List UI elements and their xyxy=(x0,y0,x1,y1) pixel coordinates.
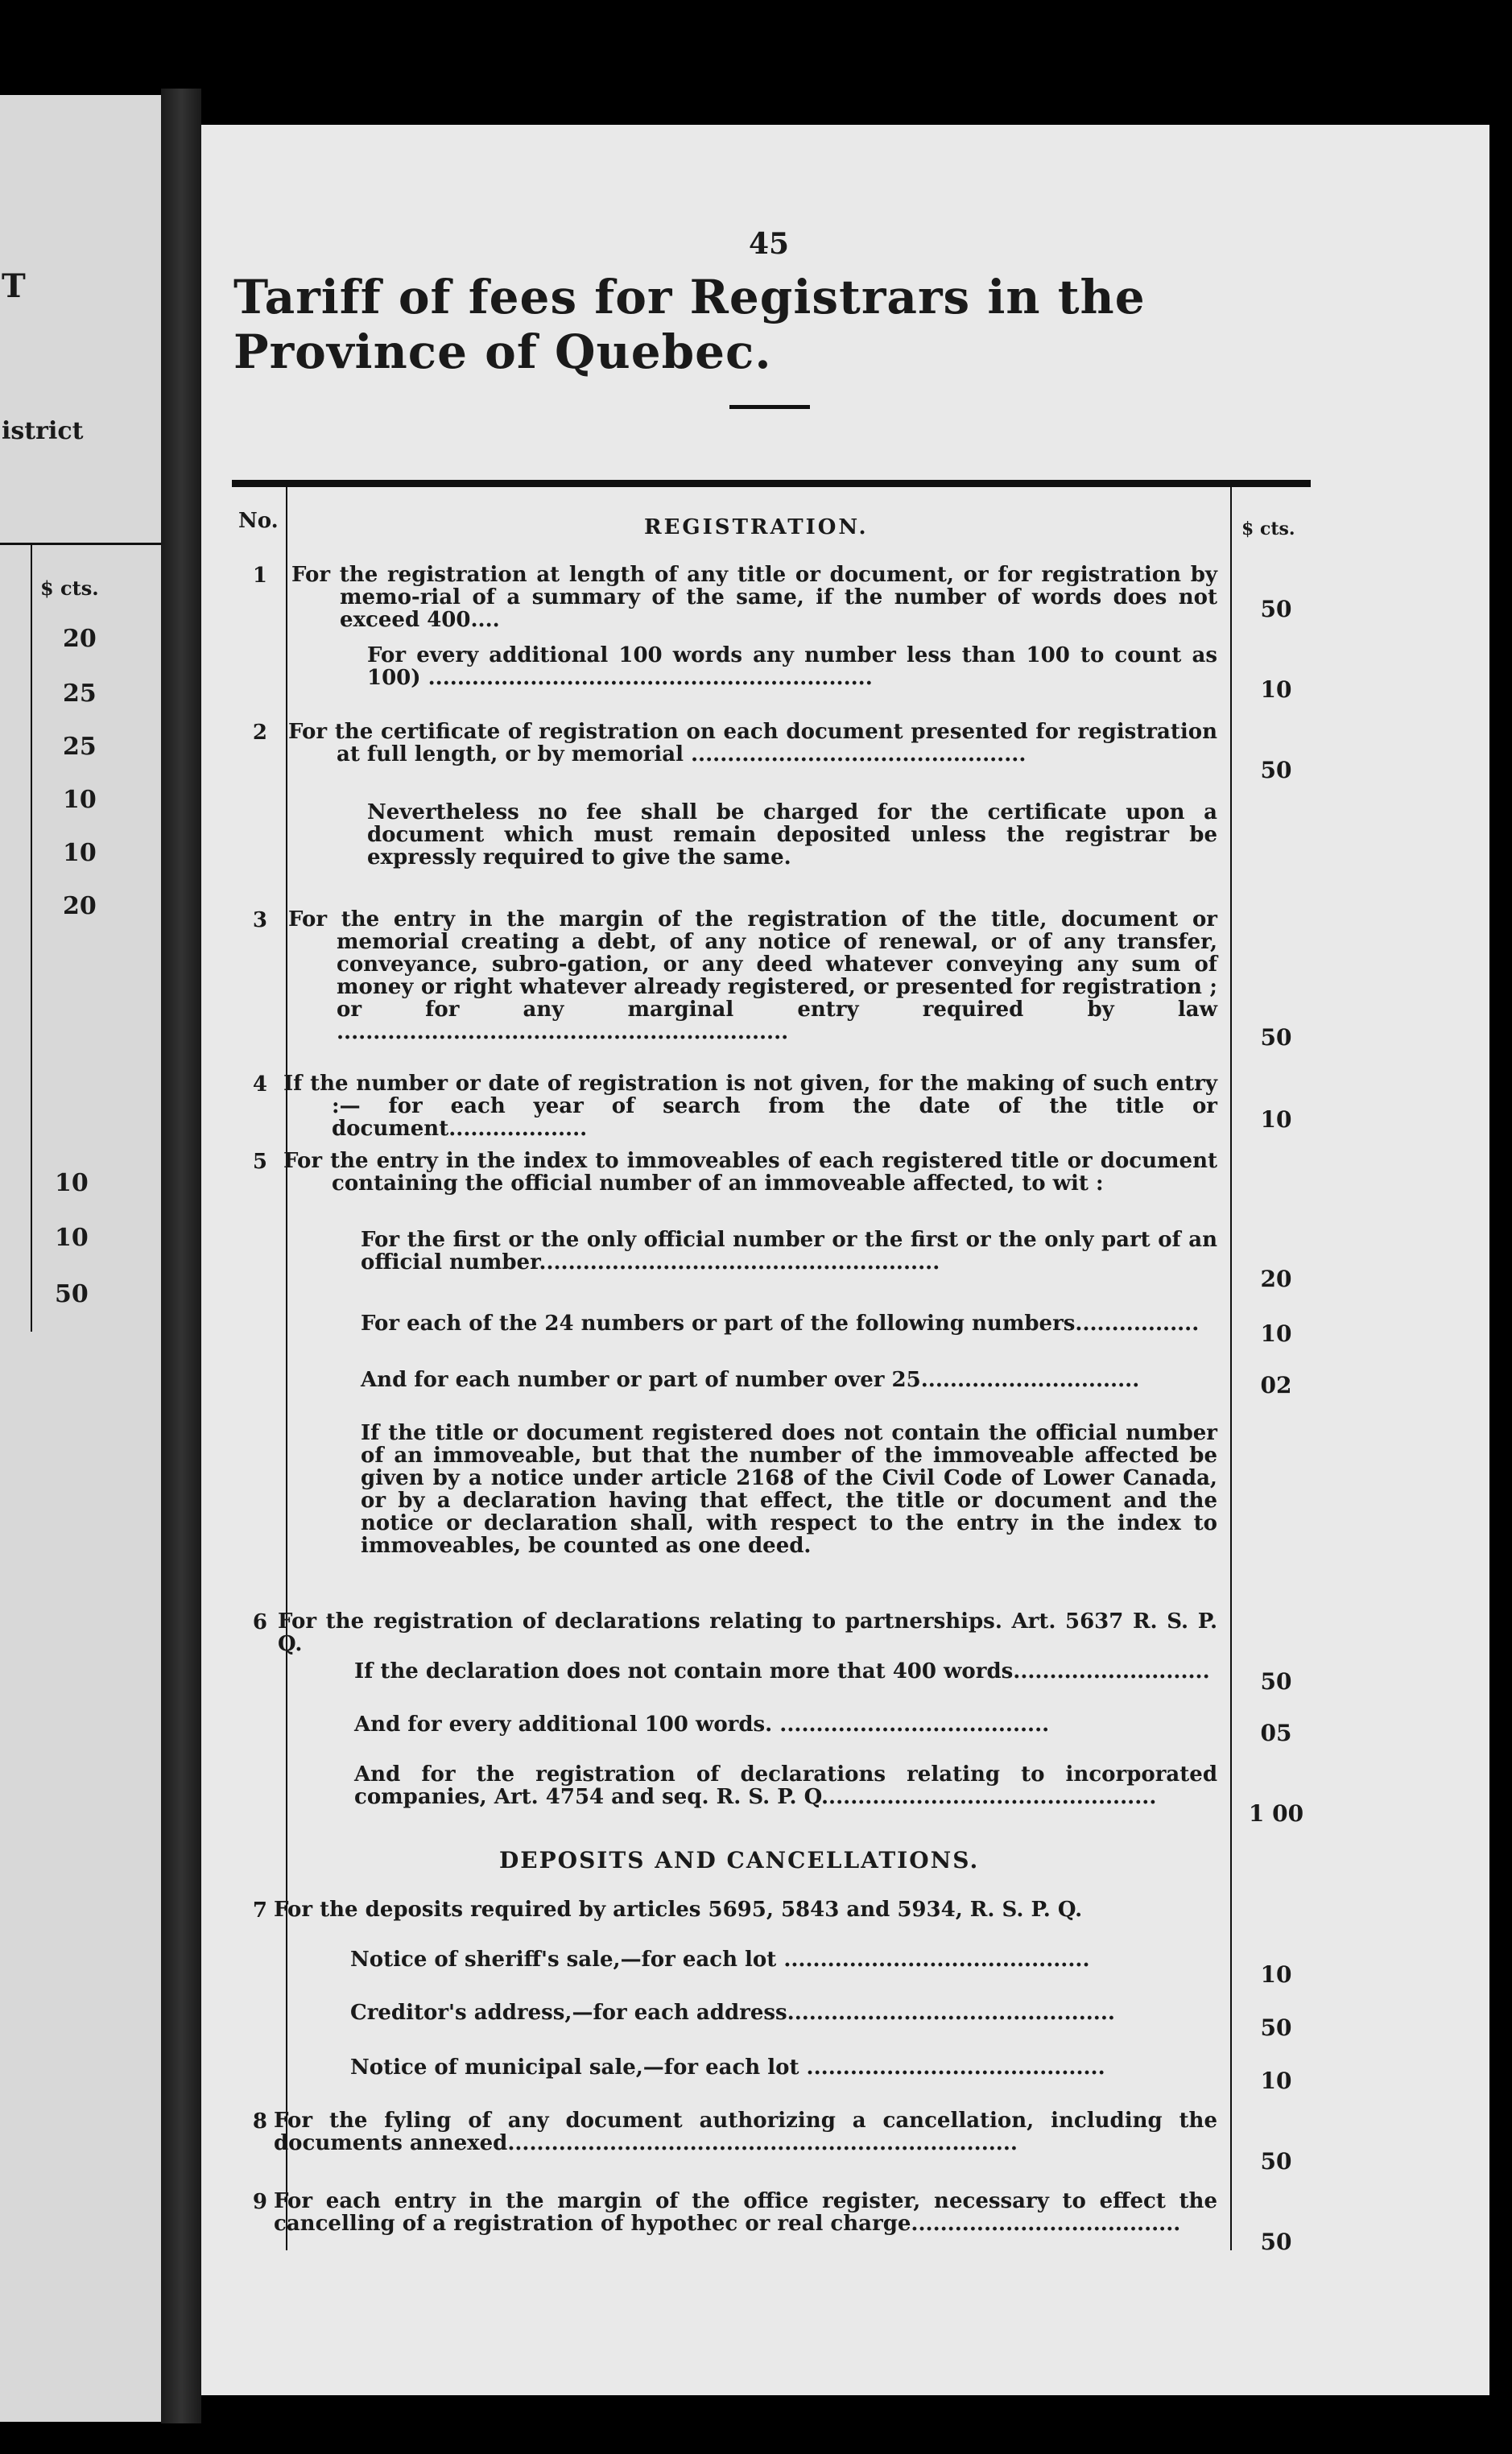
item-number: 4 xyxy=(252,1072,267,1097)
item-text: For the entry in the margin of the registration of the title, document or memorial creating a debt, of any notice of renewal, or of any transfer, conveyance, subro-gation, or any deed whatever conveying any sum of money or right whatever already registered, or presented for registration ; or for any marginal entry required by law .............................................................. xyxy=(288,907,1217,1044)
item-text: Creditor's address,—for each address............................................. xyxy=(350,2001,1115,2025)
item-number: 1 xyxy=(252,564,267,588)
item-amount: 10 xyxy=(1260,1106,1292,1133)
item-number: 8 xyxy=(252,2109,267,2134)
item-number: 5 xyxy=(252,1150,267,1174)
item-number: 6 xyxy=(252,1610,267,1634)
item-text: For the fyling of any document authorizing a cancellation, including the documents annexed...................................................................... xyxy=(274,2109,1217,2155)
item-text: For the first or the only official number or the first or the only part of an official number....................................................... xyxy=(361,1228,1217,1275)
no-column-divider xyxy=(286,487,287,2250)
page-number: 45 xyxy=(749,227,790,261)
facing-page-amount: 25 xyxy=(63,680,97,708)
item-amount: 50 xyxy=(1260,2148,1292,2175)
item-text: For each of the 24 numbers or part of the following numbers................. xyxy=(361,1312,1200,1336)
item-text: And for the registration of declarations relating to incorporated companies, Art. 4754 and seq. R. S. P. Q.............................................. xyxy=(354,1762,1217,1809)
facing-page-amount: 10 xyxy=(55,1224,89,1252)
item-amount: 50 xyxy=(1260,757,1292,783)
item-amount: 20 xyxy=(1260,1266,1292,1292)
item-amount: 10 xyxy=(1260,1320,1292,1347)
item-text: For the registration at length of any title or document, or for registration by memo-rial of a summary of the same, if the number of words does not exceed 400.... xyxy=(291,563,1217,632)
item-text: And for each number or part of number over 25.............................. xyxy=(361,1368,1140,1392)
item-amount: 50 xyxy=(1260,1024,1292,1051)
item-amount: 02 xyxy=(1260,1372,1292,1398)
item-amount: 50 xyxy=(1260,2014,1292,2041)
item-text: For every additional 100 words any number less than 100 to count as 100) ............................................................. xyxy=(367,643,1217,690)
facing-page-divider xyxy=(31,543,32,1332)
item-amount: 05 xyxy=(1260,1720,1292,1746)
page-title: Tariff of fees for Registrars in the Province of Quebec. xyxy=(233,270,1146,379)
facing-page-amount: 20 xyxy=(63,625,97,653)
item-amount: 10 xyxy=(1260,676,1292,703)
facing-page xyxy=(0,95,161,2422)
item-amount: 10 xyxy=(1260,1961,1292,1988)
item-text: And for every additional 100 words. ..................................... xyxy=(354,1712,1050,1737)
item-number: 9 xyxy=(252,2190,267,2214)
section-heading: DEPOSITS AND CANCELLATIONS. xyxy=(499,1847,980,1874)
item-amount: 50 xyxy=(1260,596,1292,622)
item-amount: 10 xyxy=(1260,2068,1292,2094)
item-amount: 1 00 xyxy=(1248,1800,1304,1827)
book-gutter xyxy=(161,89,201,2423)
item-text: Nevertheless no fee shall be charged for the certificate upon a document which must remain deposited unless the registrar be expressly required to give the same. xyxy=(367,800,1217,870)
facing-page-col-header: $ cts. xyxy=(40,576,99,600)
facing-page-amount: 10 xyxy=(63,839,97,867)
item-text: For the deposits required by articles 5695, 5843 and 5934, R. S. P. Q. xyxy=(274,1898,1083,1922)
item-text: For the registration of declarations relating to partnerships. Art. 5637 R. S. P. Q. xyxy=(278,1609,1217,1656)
facing-page-amount: 20 xyxy=(63,892,97,920)
item-text: For the entry in the index to immoveables of each registered title or document containing the official number of an immoveable affected, to wit : xyxy=(283,1149,1217,1196)
facing-page-amount: 50 xyxy=(55,1280,89,1308)
facing-page-amount: 10 xyxy=(55,1169,89,1197)
item-text: For each entry in the margin of the office register, necessary to effect the cancelling of a registration of hypothec or real charge..................................... xyxy=(274,2189,1217,2236)
item-text: If the number or date of registration is not given, for the making of such entry :— for each year of search from the date of the title or document................... xyxy=(283,1072,1217,1141)
item-text: Notice of municipal sale,—for each lot ......................................... xyxy=(350,2055,1105,2080)
amount-column-divider xyxy=(1230,487,1232,2250)
item-text: If the declaration does not contain more that 400 words........................... xyxy=(354,1659,1210,1684)
facing-page-rule xyxy=(0,543,161,545)
table-top-rule xyxy=(232,480,1311,487)
header-no: No. xyxy=(238,509,279,533)
item-text: Notice of sheriff's sale,—for each lot .......................................... xyxy=(350,1948,1090,1972)
facing-page-header-fragment: T xyxy=(2,267,26,305)
title-rule xyxy=(729,405,810,409)
item-amount: 50 xyxy=(1260,1668,1292,1695)
header-currency: $ cts. xyxy=(1241,518,1295,539)
item-text: If the title or document registered does not contain the official number of an immoveable, but that the number of the immoveable affected be given by a notice under article 2168 of the Civil Code of Lower Canada, or by a declaration having that effect, the title or document and the notice or declaration shall, with respect to the entry in the index to immoveables, be counted as one deed. xyxy=(361,1421,1217,1558)
facing-page-amount: 25 xyxy=(63,733,97,761)
item-number: 2 xyxy=(252,721,267,745)
facing-page-district-fragment: istrict xyxy=(2,417,84,445)
item-number: 7 xyxy=(252,1898,267,1923)
item-amount: 50 xyxy=(1260,2229,1292,2255)
facing-page-amount: 10 xyxy=(63,786,97,814)
header-section: REGISTRATION. xyxy=(644,515,869,539)
item-text: For the certificate of registration on each document presented for registration at full length, or by memorial .............................................. xyxy=(288,720,1217,766)
item-number: 3 xyxy=(252,908,267,932)
